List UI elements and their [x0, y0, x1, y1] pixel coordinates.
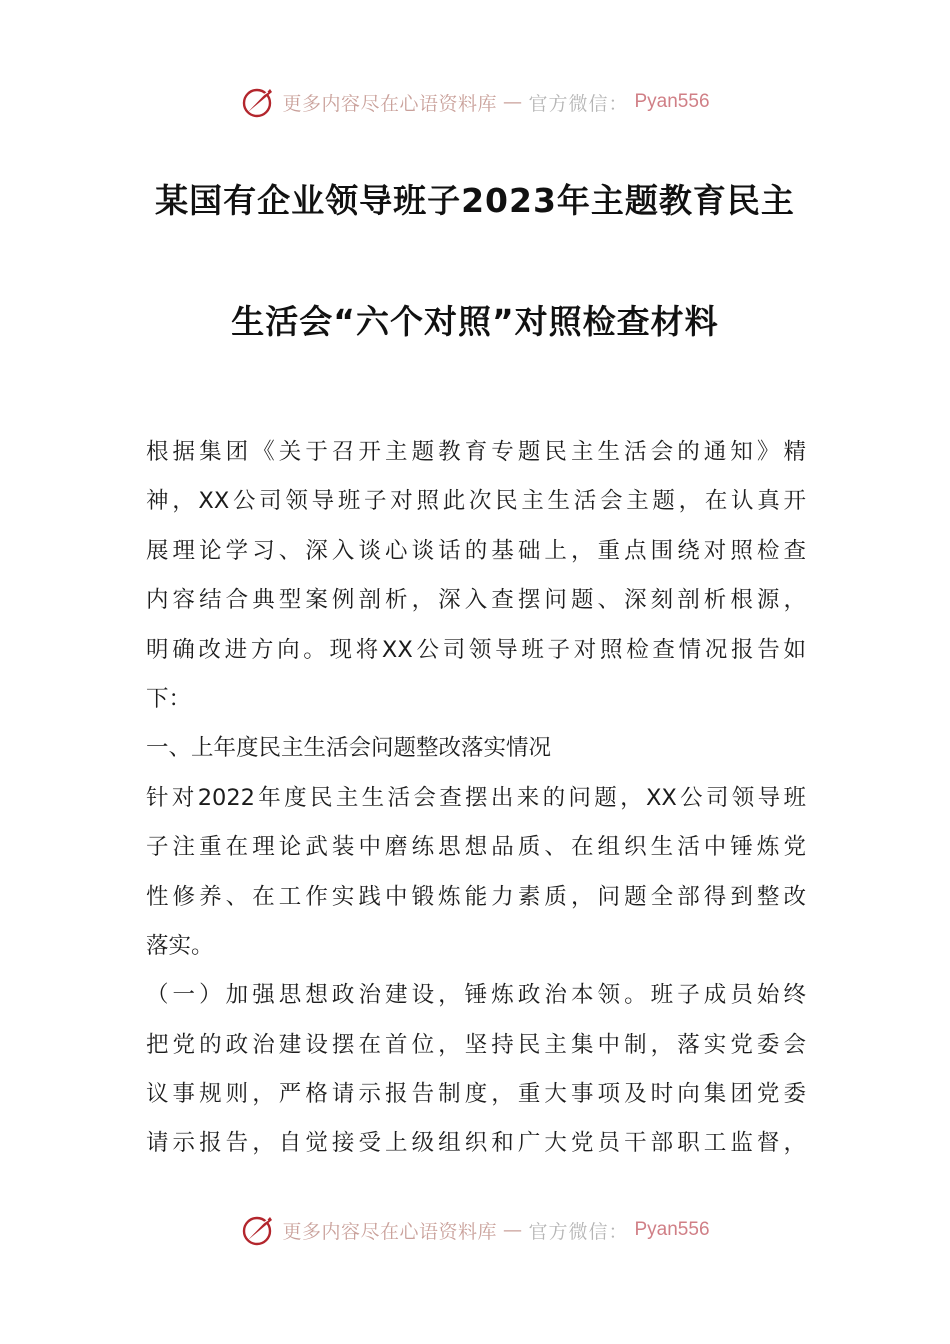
banner-slogan: 更多内容尽在心语资料库 [282, 92, 497, 115]
quill-logo-icon [240, 1212, 276, 1248]
document-title-line-2: 生活会“六个对照”对照检查材料 [231, 302, 719, 341]
document-body [146, 428, 806, 1169]
banner-dash: — [502, 1219, 523, 1241]
body-line: 性修养、在工作实践中锻炼能力素质，问题全部得到整改 [146, 883, 806, 910]
banner-dash: — [502, 91, 523, 113]
body-line: 明确改进方向。现将XX公司领导班子对照检查情况报告如 [146, 636, 806, 663]
banner-wechat-id: Pyan556 [634, 91, 710, 112]
body-line: 议事规则，严格请示报告制度，重大事项及时向集团党委 [146, 1081, 806, 1108]
quill-logo-icon [240, 84, 276, 120]
body-line: 落实。 [146, 932, 214, 959]
body-line: 根据集团《关于召开主题教育专题民主生活会的通知》精 [146, 439, 806, 465]
body-line: 内容结合典型案例剖析，深入查摆问题、深刻剖析根源， [146, 587, 806, 614]
document-title-line-1: 某国有企业领导班子2023年主题教育民主 [155, 181, 795, 220]
body-line: 神，XX公司领导班子对照此次民主生活会主题，在认真开 [146, 488, 806, 515]
body-line: 子注重在理论武装中磨练思想品质、在组织生活中锤炼党 [146, 834, 806, 861]
body-line: 请示报告，自觉接受上级组织和广大党员干部职工监督， [146, 1130, 806, 1157]
body-line: （一）加强思想政治建设，锤炼政治本领。班子成员始终 [146, 982, 806, 1009]
banner-wechat-label: 官方微信： [528, 1220, 629, 1243]
section-heading: 一、上年度民主生活会问题整改落实情况 [146, 735, 552, 762]
body-line: 展理论学习、深入谈心谈话的基础上，重点围绕对照检查 [146, 537, 806, 564]
body-line: 针对2022年度民主生活会查摆出来的问题，XX公司领导班 [146, 784, 806, 811]
banner-wechat-id: Pyan556 [634, 1219, 710, 1240]
banner-wechat-label: 官方微信： [528, 92, 629, 115]
banner-slogan: 更多内容尽在心语资料库 [282, 1220, 497, 1243]
body-line: 把党的政治建设摆在首位，坚持民主集中制，落实党委会 [146, 1031, 806, 1058]
body-line: 下： [146, 685, 192, 712]
footer-banner [0, 1208, 950, 1252]
header-banner [0, 80, 950, 124]
